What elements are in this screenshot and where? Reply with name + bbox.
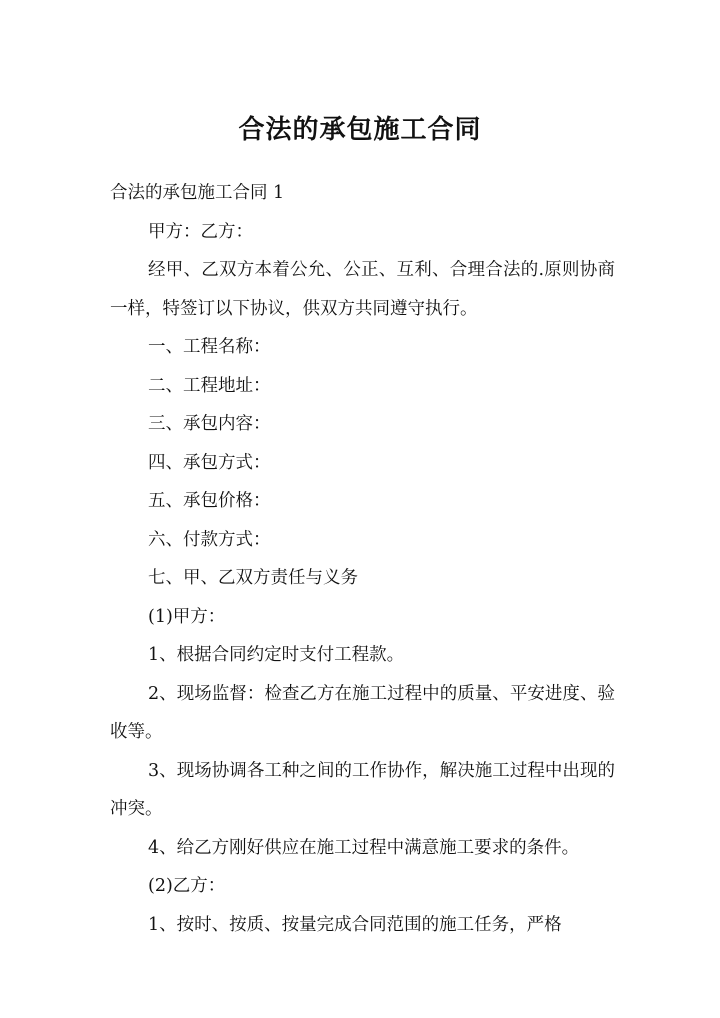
party-b-item-1: 1、按时、按质、按量完成合同范围的施工任务，严格 [148, 914, 562, 935]
clause-payment-method: 六、付款方式： [148, 529, 271, 550]
clause-contract-method: 四、承包方式： [148, 452, 271, 473]
party-a-item-4: 4、给乙方刚好供应在施工过程中满意施工要求的条件。 [148, 837, 580, 858]
paragraph-parties: 甲方：乙方： [148, 221, 253, 242]
clause-contract-price: 五、承包价格： [148, 491, 271, 511]
clause-responsibilities: 七、甲、乙双方责任与义务 [148, 568, 358, 588]
party-a-item-3: 3、现场协调各工种之间的工作协作，解决施工过程中出现的冲突。 [110, 760, 615, 819]
clause-project-name: 一、工程名称： [148, 337, 271, 357]
party-a-item-1: 1、根据合同约定时支付工程款。 [148, 645, 405, 665]
paragraph-preamble: 经甲、乙双方本着公允、公正、互利、合理合法的.原则协商一样，特签订以下协议，供双方共同遵守执行。 [110, 260, 615, 319]
paragraph-heading: 合法的承包施工合同 1 [110, 183, 285, 203]
document-title: 合法的承包施工合同 [238, 115, 482, 145]
party-a-item-2: 2、现场监督：检查乙方在施工过程中的质量、平安进度、验收等。 [110, 683, 615, 742]
document-body [110, 174, 615, 944]
clause-contract-content: 三、承包内容： [148, 414, 271, 434]
clause-project-address: 二、工程地址： [148, 375, 271, 396]
party-b-heading: (2)乙方： [148, 876, 226, 896]
party-a-heading: (1)甲方： [148, 606, 226, 627]
